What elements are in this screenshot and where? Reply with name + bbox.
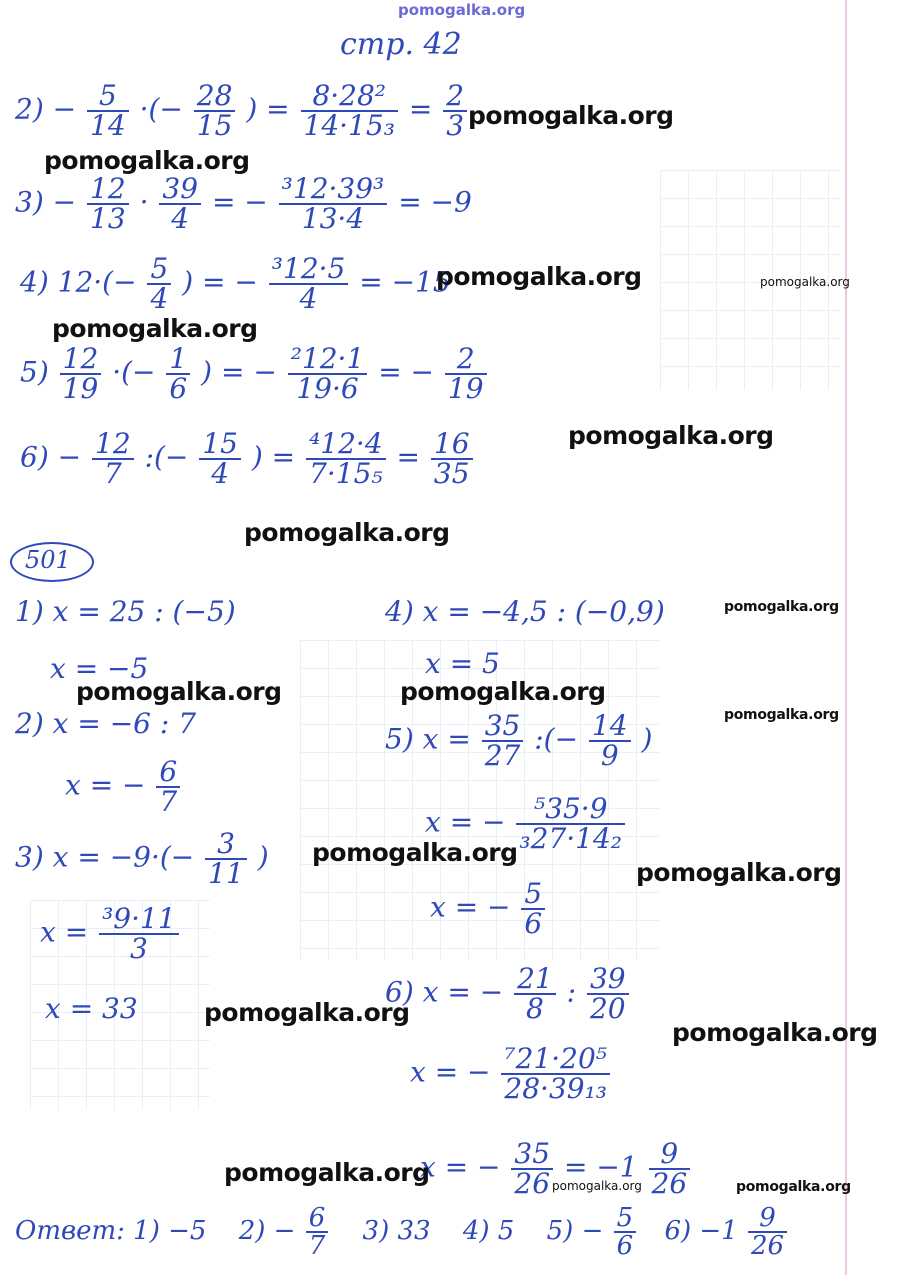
watermark-top: pomogalka.org xyxy=(398,1,526,19)
eq6-line-a: 6) x = − $\frac{21}{8}$ : $\frac{39}{20}$ xyxy=(385,965,631,1023)
watermark: pomogalka.org xyxy=(760,275,850,289)
watermark: pomogalka.org xyxy=(244,518,450,547)
watermark: pomogalka.org xyxy=(224,1158,430,1187)
expression-line-5: 5) $\frac{12}{19}$ ·(− $\frac{1}{6}$ ) = − $\frac{\text{²12·1}}{19\cdot 6}$ = − $\frac{2}{19}$ xyxy=(20,345,489,403)
watermark: pomogalka.org xyxy=(400,677,606,706)
eq2-line-b: x = − $\frac{6}{7}$ xyxy=(65,758,182,816)
margin-line xyxy=(845,0,847,1275)
watermark: pomogalka.org xyxy=(312,838,518,867)
watermark: pomogalka.org xyxy=(552,1179,642,1193)
expression-line-3: 3) − $\frac{12}{13}$ · $\frac{39}{4}$ = − $\frac{\text{³12·39³}}{13\cdot 4}$ = −9 xyxy=(15,172,472,235)
task-number: 501 xyxy=(25,546,71,574)
eq4-line-b: x = 5 xyxy=(425,647,500,680)
watermark: pomogalka.org xyxy=(44,146,250,175)
watermark: pomogalka.org xyxy=(724,707,839,723)
expression-line-6: 6) − $\frac{12}{7}$ :(− $\frac{15}{4}$ ) = $\frac{\text{⁴12·4}}{\text{7·15₅}}$ = $\frac{16}{35}$ xyxy=(20,430,475,488)
watermark: pomogalka.org xyxy=(76,677,282,706)
watermark: pomogalka.org xyxy=(468,101,674,130)
watermark: pomogalka.org xyxy=(568,421,774,450)
expression-line-4: 4) 12·(− $\frac{5}{4}$ ) = − $\frac{\text{³12·5}}{4}$ = −15 xyxy=(20,252,451,315)
eq6-line-c: x = − $\frac{35}{26}$ = −1 $\frac{9}{26}$ xyxy=(420,1140,692,1198)
watermark: pomogalka.org xyxy=(636,858,842,887)
eq2-line-a: 2) x = −6 : 7 xyxy=(15,707,197,740)
eq3-line-c: x = 33 xyxy=(45,992,138,1025)
answer-line: Ответ: 1) −5 2) − $\frac{6}{7}$ 3) 33 4) 5 5) − $\frac{5}{6}$ 6) −1 $\frac{9}{26}$ xyxy=(15,1205,789,1259)
eq6-line-b: x = − $\frac{\text{⁷21·20⁵}}{\text{28·39₁₃}}$ xyxy=(410,1045,612,1103)
eq5-line-c: x = − $\frac{5}{6}$ xyxy=(430,880,547,938)
watermark: pomogalka.org xyxy=(204,998,410,1027)
watermark: pomogalka.org xyxy=(736,1179,851,1195)
answer-label: Ответ: 1) −5 xyxy=(15,1216,207,1246)
watermark: pomogalka.org xyxy=(436,262,642,291)
page-label: стр. 42 xyxy=(340,27,462,62)
watermark: pomogalka.org xyxy=(724,599,839,615)
eq4-line-a: 4) x = −4,5 : (−0,9) xyxy=(385,595,665,628)
eq1-line-a: 1) x = 25 : (−5) xyxy=(15,595,236,628)
watermark: pomogalka.org xyxy=(52,314,258,343)
eq5-line-b: x = − $\frac{\text{⁵35·9}}{\text{₃27·14₂}}$ xyxy=(425,795,627,853)
eq5-line-a: 5) x = $\frac{35}{27}$ :(− $\frac{14}{9}$ ) xyxy=(385,709,653,772)
watermark: pomogalka.org xyxy=(672,1018,878,1047)
eq1-line-b: x = −5 xyxy=(50,652,149,685)
eq3-line-a: 3) x = −9·(− $\frac{3}{11}$ ) xyxy=(15,827,269,890)
expression-line-2: 2) − $\frac{5}{14}$ ·(− $\frac{28}{15}$ ) = $\frac{\text{8·28²}}{\text{14·15₃}}$ = $\frac{2}{3}$ xyxy=(15,82,469,140)
eq3-line-b: x = $\frac{\text{³9·11}}{3}$ xyxy=(40,905,181,963)
